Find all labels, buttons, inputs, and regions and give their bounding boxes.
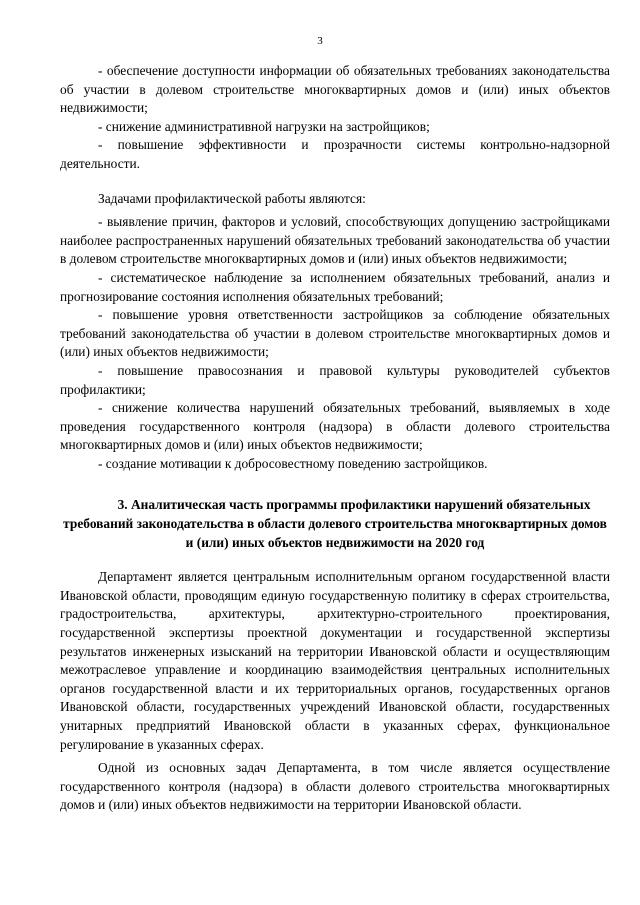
goal-item: - снижение административной нагрузки на застройщиков;	[98, 118, 430, 134]
spacer	[60, 174, 610, 190]
body-paragraph: Одной из основных задач Департамента, в том числе является осуществление государственного контроля (надзора) в области долевого строительства многоквартирных домов и (или) иных объектов недвижимости на территории Ивановской области.	[60, 760, 610, 813]
task-item: - повышение правосознания и правовой культуры руководителей субъектов профилактики;	[60, 362, 610, 397]
task-item: - выявление причин, факторов и условий, способствующих допущению застройщиками наиболее распространенных нарушений обязательных требований законодательства об участии в долевом строительстве многоквартирных домов и (или) иных объектов недвижимости;	[60, 214, 610, 267]
section-heading-text: 3. Аналитическая часть программы профилактики нарушений обязательных требований законодательства в области долевого строительства многоквартирных домов и (или) иных объектов недвижимости на 2020 год	[63, 497, 607, 550]
task-item: - повышение уровня ответственности застройщиков за соблюдение обязательных требований законодательства об участии в долевом строительстве многоквартирных домов и (или) иных объектов недвижимости;	[60, 307, 610, 360]
spacer	[60, 552, 610, 568]
body-paragraph: Департамент является центральным исполнительным органом государственной власти Ивановской области, проводящим единую государственную политику в сферах строительства, градостроительства, архитектуры, архитектурно-строительного проектирования, государственной экспертизы проектной документации и государственной экспертизы результатов инженерных изысканий на территории Ивановской области и осуществляющим межотраслевое управление и координацию взаимодействия центральных исполнительных органов государственной власти и их территориальных органов, государственных органов Ивановской области, государственных учреждений Ивановской области, государственных унитарных предприятий Ивановской области в указанных сферах, функциональное регулирование в указанных сферах.	[60, 569, 610, 752]
page-content	[60, 62, 610, 815]
section-heading	[60, 496, 610, 552]
task-item: - систематическое наблюдение за исполнением обязательных требований, анализ и прогнозирование состояния исполнения обязательных требований;	[60, 269, 610, 304]
goal-item: - повышение эффективности и прозрачности системы контрольно-надзорной деятельности.	[60, 137, 610, 171]
task-item: - создание мотивации к добросовестному поведению застройщиков.	[98, 455, 488, 471]
goal-item: - обеспечение доступности информации об обязательных требованиях законодательства об участии в долевом строительстве многоквартирных домов и (или) иных объектов недвижимости;	[60, 63, 610, 116]
page-number: 3	[317, 35, 323, 47]
tasks-intro: Задачами профилактической работы являются:	[98, 190, 366, 206]
spacer	[60, 473, 610, 491]
task-item: - снижение количества нарушений обязательных требований, выявляемых в ходе проведения государственного контроля (надзора) в области долевого строительства многоквартирных домов и (или) иных объектов недвижимости;	[60, 400, 610, 453]
